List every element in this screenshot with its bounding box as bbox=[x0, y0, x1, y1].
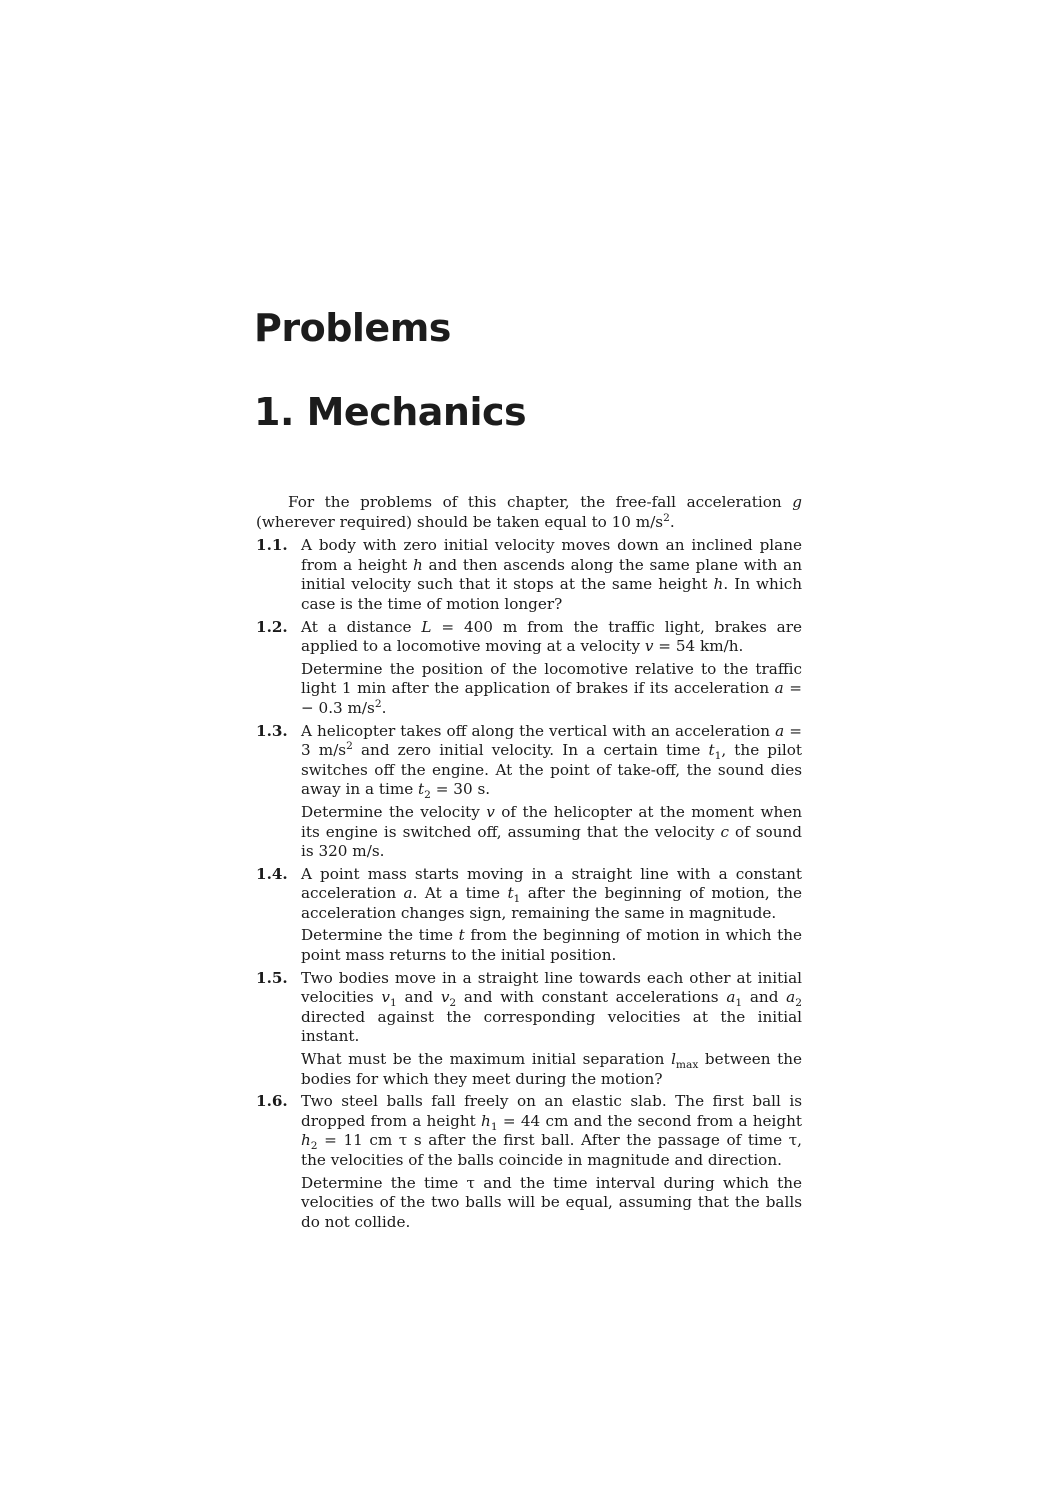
problem-number: 1.5. bbox=[256, 968, 288, 987]
problem-number: 1.3. bbox=[256, 721, 288, 740]
problem-1-6 bbox=[256, 1092, 802, 1232]
intro-paragraph: For the problems of this chapter, the free-fall acceleration g (wherever required) should be taken equal to 10 $m/s^2$. bbox=[256, 493, 802, 531]
page-title: Problems bbox=[254, 306, 451, 350]
problem-number: 1.2. bbox=[256, 617, 288, 636]
problem-number: 1.1. bbox=[256, 536, 288, 555]
problem-1-2 bbox=[256, 618, 802, 719]
problem-1-3 bbox=[256, 722, 802, 862]
problem-number: 1.4. bbox=[256, 864, 288, 883]
problem-1-4 bbox=[256, 865, 802, 966]
problem-1-5 bbox=[256, 969, 802, 1090]
problem-body: A body with zero initial velocity moves down an inclined plane from a height h and then ascends along the same plane with an initial velocity such that it stops at the same height h. In which case is the time of motion longer? bbox=[301, 536, 803, 613]
problem-body: Two steel balls fall freely on an elastic slab. The first ball is dropped from a height $h_1 = 44$ cm and the second from a height $h_2 = 11$ cm τ s after the first ball. After the passage of time τ, the velocities of the balls coincide in magnitude and direction. Determine the time τ and the time interval during which the velocities of the two balls will be equal, assuming that the balls do not collide. bbox=[301, 1092, 802, 1231]
chapter-heading: 1. Mechanics bbox=[254, 390, 527, 434]
problem-body: A point mass starts moving in a straight line with a constant acceleration a. At a time $t_1$ after the beginning of motion, the acceleration changes sign, remaining the same in magnitude. Determine the time t from the beginning of motion in which the point mass returns to the initial position. bbox=[301, 864, 802, 965]
problem-body: Two bodies move in a straight line towards each other at initial velocities $v_1$ and $v_2$ and with constant accelerations $a_1$ and $a_2$ directed against the corresponding velocities at the initial instant. What must be the maximum initial separation $l_{max}$ between the bodies for which they meet during the motion? bbox=[301, 968, 802, 1088]
problem-body: At a distance L = 400 m from the traffic light, brakes are applied to a locomotive moving at a velocity v = 54 km/h. Determine the position of the locomotive relative to the traffic light 1 min after the application of brakes if its acceleration a = − 0.3 $m/s^2$. bbox=[301, 617, 802, 717]
problem-number: 1.6. bbox=[256, 1092, 288, 1111]
problem-1-1 bbox=[256, 536, 802, 614]
problems-text bbox=[256, 493, 802, 1232]
problem-body: A helicopter takes off along the vertical with an acceleration a = 3 $m/s^2$ and zero initial velocity. In a certain time $t_1$, the pilot switches off the engine. At the point of take-off, the sound dies away in a time $t_2 = 30$ s. Determine the velocity v of the helicopter at the moment when its engine is switched off, assuming that the velocity c of sound is 320 m/s. bbox=[301, 721, 803, 861]
